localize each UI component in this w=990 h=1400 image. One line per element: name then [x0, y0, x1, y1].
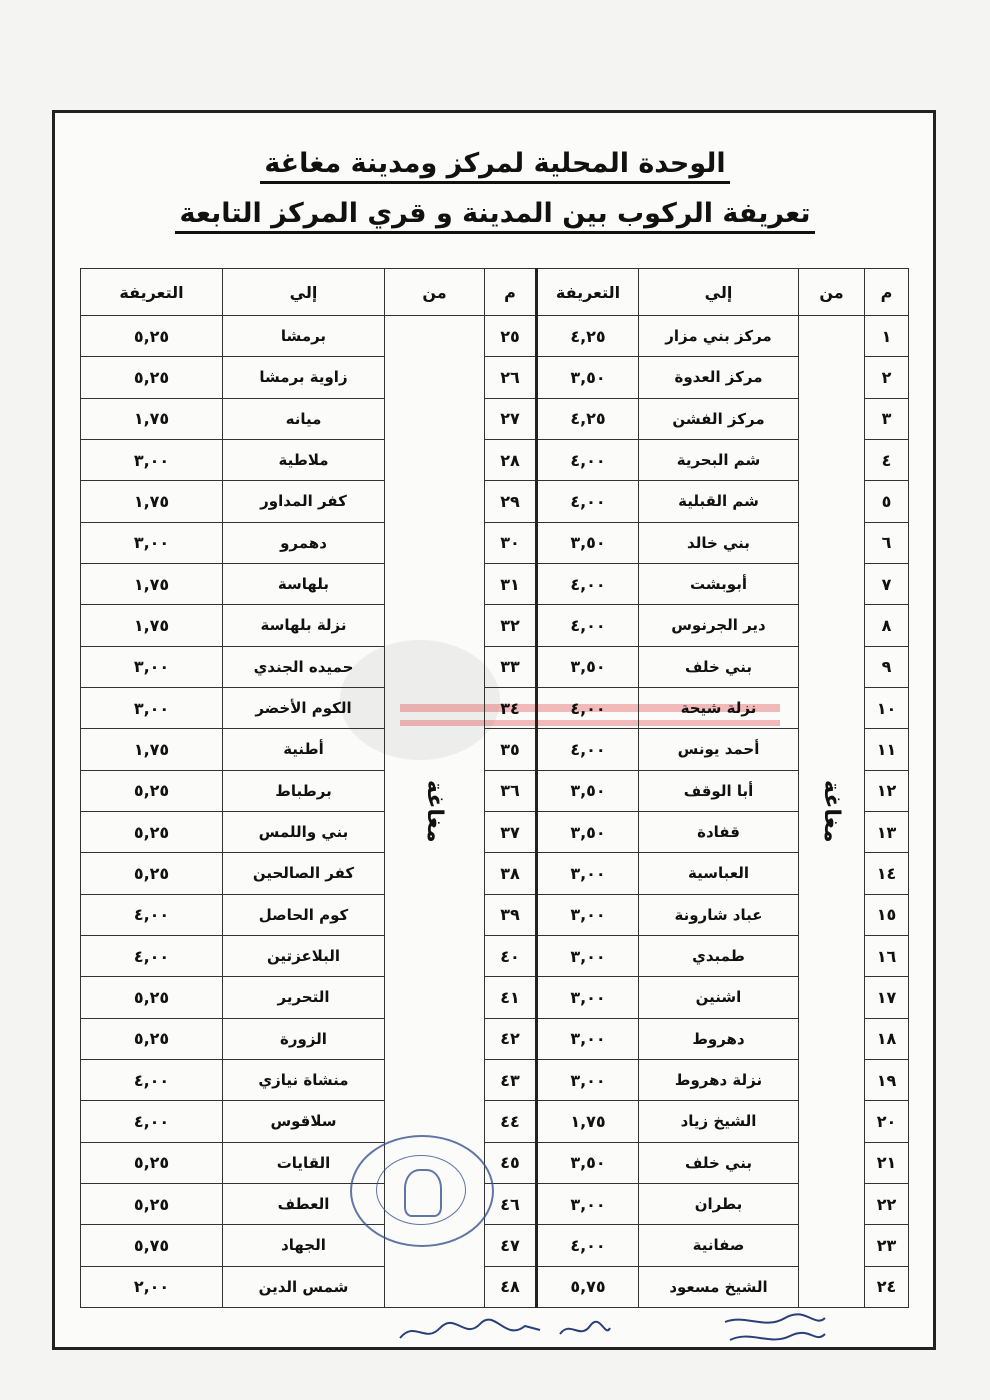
table-row: [81, 729, 909, 770]
table-row: [81, 811, 909, 852]
row-destination-left: بلهاسة: [223, 563, 385, 604]
row-destination-right: مركز بني مزار: [639, 316, 799, 357]
row-destination-left: بني واللمس: [223, 811, 385, 852]
row-fare-right: ٣,٥٠: [537, 770, 639, 811]
row-destination-right: دير الجرنوس: [639, 605, 799, 646]
row-fare-left: ٥,٢٥: [81, 316, 223, 357]
row-no-right: ١٦: [865, 935, 909, 976]
row-destination-left: الكوم الأخضر: [223, 687, 385, 728]
row-fare-right: ٤,٢٥: [537, 398, 639, 439]
row-no-left: ٤٣: [485, 1059, 537, 1100]
row-destination-right: دهروط: [639, 1018, 799, 1059]
row-fare-left: ٥,٧٥: [81, 1225, 223, 1266]
eagle-emblem-icon: [404, 1169, 442, 1217]
row-destination-left: الزورة: [223, 1018, 385, 1059]
table-row: [81, 605, 909, 646]
row-fare-left: ٥,٢٥: [81, 853, 223, 894]
table-row: [81, 357, 909, 398]
row-destination-left: منشاة نيازي: [223, 1059, 385, 1100]
row-no-left: ٤٥: [485, 1142, 537, 1183]
row-destination-left: كفر الصالحين: [223, 853, 385, 894]
official-stamp: [350, 1135, 494, 1247]
row-destination-left: كفر المداور: [223, 481, 385, 522]
row-fare-right: ٤,٠٠: [537, 687, 639, 728]
row-destination-left: كوم الحاصل: [223, 894, 385, 935]
row-fare-left: ٥,٢٥: [81, 770, 223, 811]
signature-3: [720, 1310, 830, 1350]
table-row: [81, 646, 909, 687]
row-no-right: ١٥: [865, 894, 909, 935]
row-destination-right: اشنين: [639, 977, 799, 1018]
row-no-left: ٤١: [485, 977, 537, 1018]
row-destination-left: العطف: [223, 1183, 385, 1224]
row-destination-right: طمبدي: [639, 935, 799, 976]
row-fare-right: ٣,٠٠: [537, 935, 639, 976]
table-row: [81, 1183, 909, 1224]
row-no-left: ٤٧: [485, 1225, 537, 1266]
table-row: [81, 687, 909, 728]
header-fare-right: التعريفة: [537, 269, 639, 316]
row-no-right: ٧: [865, 563, 909, 604]
row-destination-right: بني خالد: [639, 522, 799, 563]
row-no-left: ٤٦: [485, 1183, 537, 1224]
table-row: [81, 1142, 909, 1183]
table-row: [81, 977, 909, 1018]
row-no-right: ٩: [865, 646, 909, 687]
table-row: [81, 481, 909, 522]
from-city-left: مغاغة: [385, 316, 485, 1308]
row-destination-left: ميانه: [223, 398, 385, 439]
row-no-right: ١٣: [865, 811, 909, 852]
row-fare-left: ١,٧٥: [81, 605, 223, 646]
row-fare-right: ٣,٠٠: [537, 1183, 639, 1224]
row-destination-right: نزلة شيحة: [639, 687, 799, 728]
row-destination-right: بني خلف: [639, 1142, 799, 1183]
row-no-right: ١١: [865, 729, 909, 770]
row-destination-right: مركز العدوة: [639, 357, 799, 398]
header-fare-left: التعريفة: [81, 269, 223, 316]
row-no-left: ٣٦: [485, 770, 537, 811]
row-destination-left: القايات: [223, 1142, 385, 1183]
table-row: [81, 1225, 909, 1266]
row-destination-right: شم القبلية: [639, 481, 799, 522]
row-destination-right: صفانية: [639, 1225, 799, 1266]
row-fare-left: ٣,٠٠: [81, 439, 223, 480]
row-destination-right: بني خلف: [639, 646, 799, 687]
row-destination-left: أطنية: [223, 729, 385, 770]
row-no-right: ٢١: [865, 1142, 909, 1183]
row-destination-left: نزلة بلهاسة: [223, 605, 385, 646]
row-no-right: ١٠: [865, 687, 909, 728]
row-fare-right: ٣,٥٠: [537, 357, 639, 398]
row-destination-right: الشيخ مسعود: [639, 1266, 799, 1307]
row-no-left: ٣٣: [485, 646, 537, 687]
row-fare-left: ٣,٠٠: [81, 646, 223, 687]
row-destination-right: قفادة: [639, 811, 799, 852]
signature-1: [395, 1310, 545, 1350]
row-no-right: ٣: [865, 398, 909, 439]
row-destination-left: سلاقوس: [223, 1101, 385, 1142]
row-destination-right: العباسية: [639, 853, 799, 894]
row-destination-left: زاوية برمشا: [223, 357, 385, 398]
row-no-left: ٤٠: [485, 935, 537, 976]
row-no-left: ٣٨: [485, 853, 537, 894]
row-fare-right: ٣,٥٠: [537, 522, 639, 563]
row-fare-left: ٤,٠٠: [81, 1101, 223, 1142]
row-fare-right: ٥,٧٥: [537, 1266, 639, 1307]
row-fare-left: ٣,٠٠: [81, 522, 223, 563]
page-subtitle: تعريفة الركوب بين المدينة و قري المركز التابعة: [0, 198, 990, 229]
row-no-left: ٢٥: [485, 316, 537, 357]
row-no-right: ٨: [865, 605, 909, 646]
table-row: [81, 439, 909, 480]
row-no-right: ١٧: [865, 977, 909, 1018]
row-destination-right: أحمد يونس: [639, 729, 799, 770]
row-fare-left: ١,٧٥: [81, 729, 223, 770]
row-no-left: ٣٠: [485, 522, 537, 563]
table-row: [81, 894, 909, 935]
header-no-right: م: [865, 269, 909, 316]
row-destination-right: أبا الوقف: [639, 770, 799, 811]
row-no-right: ٢٠: [865, 1101, 909, 1142]
row-no-left: ٢٦: [485, 357, 537, 398]
row-no-right: ٢: [865, 357, 909, 398]
row-destination-left: دهمرو: [223, 522, 385, 563]
row-fare-right: ٣,٠٠: [537, 1059, 639, 1100]
row-no-right: ٥: [865, 481, 909, 522]
signature-2: [555, 1310, 615, 1350]
table-row: [81, 316, 909, 357]
row-fare-right: ٣,٥٠: [537, 1142, 639, 1183]
row-fare-right: ٤,٢٥: [537, 316, 639, 357]
row-no-left: ٢٩: [485, 481, 537, 522]
row-fare-right: ٣,٥٠: [537, 811, 639, 852]
row-destination-left: حميده الجندي: [223, 646, 385, 687]
row-fare-left: ١,٧٥: [81, 481, 223, 522]
row-no-left: ٣٧: [485, 811, 537, 852]
page-title: الوحدة المحلية لمركز ومدينة مغاغة: [0, 148, 990, 179]
row-no-right: ٢٣: [865, 1225, 909, 1266]
table-row: [81, 522, 909, 563]
row-fare-left: ٥,٢٥: [81, 1183, 223, 1224]
table-row: [81, 935, 909, 976]
header-to-left: إلي: [223, 269, 385, 316]
header-to-right: إلي: [639, 269, 799, 316]
row-destination-right: بطران: [639, 1183, 799, 1224]
row-destination-right: نزلة دهروط: [639, 1059, 799, 1100]
row-no-right: ١٤: [865, 853, 909, 894]
row-no-right: ٤: [865, 439, 909, 480]
row-fare-right: ٣,٠٠: [537, 853, 639, 894]
row-destination-right: عباد شارونة: [639, 894, 799, 935]
row-fare-left: ٣,٠٠: [81, 687, 223, 728]
row-no-left: ٣٥: [485, 729, 537, 770]
row-no-right: ٢٤: [865, 1266, 909, 1307]
row-no-left: ٣٢: [485, 605, 537, 646]
row-fare-left: ٥,٢٥: [81, 977, 223, 1018]
row-fare-right: ١,٧٥: [537, 1101, 639, 1142]
row-destination-left: شمس الدين: [223, 1266, 385, 1307]
from-city-right: مغاغة: [799, 316, 865, 1308]
row-destination-left: برمشا: [223, 316, 385, 357]
row-fare-left: ٢,٠٠: [81, 1266, 223, 1307]
row-no-right: ٦: [865, 522, 909, 563]
row-fare-right: ٤,٠٠: [537, 439, 639, 480]
row-fare-right: ٣,٥٠: [537, 646, 639, 687]
fare-table: [80, 268, 909, 1308]
row-fare-left: ٥,٢٥: [81, 811, 223, 852]
row-no-left: ٣٤: [485, 687, 537, 728]
row-fare-right: ٤,٠٠: [537, 481, 639, 522]
row-no-left: ٢٧: [485, 398, 537, 439]
row-fare-right: ٤,٠٠: [537, 729, 639, 770]
row-no-right: ١٩: [865, 1059, 909, 1100]
row-destination-right: أبوبشت: [639, 563, 799, 604]
table-row: [81, 1018, 909, 1059]
row-no-right: ٢٢: [865, 1183, 909, 1224]
row-no-right: ١٢: [865, 770, 909, 811]
row-fare-right: ٤,٠٠: [537, 1225, 639, 1266]
row-fare-left: ٤,٠٠: [81, 935, 223, 976]
row-no-left: ٤٢: [485, 1018, 537, 1059]
row-fare-left: ١,٧٥: [81, 563, 223, 604]
row-destination-left: البلاعزتين: [223, 935, 385, 976]
row-no-left: ٢٨: [485, 439, 537, 480]
table-row: [81, 770, 909, 811]
row-fare-right: ٤,٠٠: [537, 563, 639, 604]
row-fare-left: ٤,٠٠: [81, 1059, 223, 1100]
table-row: [81, 1266, 909, 1307]
row-fare-right: ٤,٠٠: [537, 605, 639, 646]
row-fare-left: ٤,٠٠: [81, 894, 223, 935]
table-row: [81, 1101, 909, 1142]
row-fare-left: ١,٧٥: [81, 398, 223, 439]
table-row: [81, 1059, 909, 1100]
row-no-left: ٤٨: [485, 1266, 537, 1307]
header-no-left: م: [485, 269, 537, 316]
row-destination-right: مركز الفشن: [639, 398, 799, 439]
row-destination-right: شم البحرية: [639, 439, 799, 480]
table-row: [81, 398, 909, 439]
row-no-left: ٣٩: [485, 894, 537, 935]
row-no-right: ١٨: [865, 1018, 909, 1059]
row-fare-left: ٥,٢٥: [81, 357, 223, 398]
row-fare-left: ٥,٢٥: [81, 1018, 223, 1059]
table-row: [81, 563, 909, 604]
row-no-left: ٣١: [485, 563, 537, 604]
row-fare-right: ٣,٠٠: [537, 894, 639, 935]
row-destination-left: ملاطية: [223, 439, 385, 480]
row-destination-left: الجهاد: [223, 1225, 385, 1266]
row-no-right: ١: [865, 316, 909, 357]
row-fare-right: ٣,٠٠: [537, 977, 639, 1018]
row-destination-left: برطباط: [223, 770, 385, 811]
row-destination-left: التحرير: [223, 977, 385, 1018]
header-from-left: من: [385, 269, 485, 316]
table-row: [81, 853, 909, 894]
row-fare-left: ٥,٢٥: [81, 1142, 223, 1183]
header-from-right: من: [799, 269, 865, 316]
row-fare-right: ٣,٠٠: [537, 1018, 639, 1059]
table-header-row: [81, 269, 909, 316]
row-destination-right: الشيخ زياد: [639, 1101, 799, 1142]
row-no-left: ٤٤: [485, 1101, 537, 1142]
